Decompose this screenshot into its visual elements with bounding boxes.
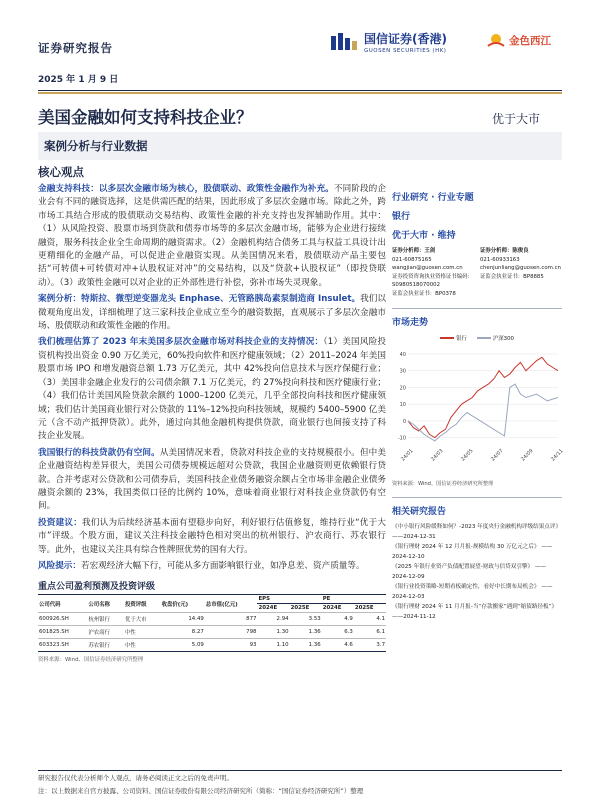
analyst-cert-short: 证监会执业证书：BP0378: [392, 290, 456, 297]
x-tick-label: 24/09: [520, 448, 535, 463]
header-rule: [38, 90, 562, 91]
col-eps-2024: 2024E: [257, 604, 289, 613]
cell-name: 沪农商行: [87, 626, 124, 639]
cell-eps25: 3.53: [290, 613, 322, 626]
analysts: [392, 247, 562, 298]
paragraph-case-study: [38, 293, 386, 333]
chart-legend: [392, 334, 562, 342]
analyst-email[interactable]: chenjunliang@guosen.com.cn: [480, 265, 561, 271]
sidebar-rule: [392, 308, 562, 309]
cell-mcap: 93: [205, 639, 258, 652]
x-tick-label: 24/03: [430, 448, 445, 463]
y-tick-label: 10: [399, 402, 406, 409]
report-type: 证券研究报告: [38, 41, 113, 55]
cell-code: 600926.SH: [38, 613, 87, 626]
partner-logo-text: 金色西江: [509, 34, 551, 47]
footer-note: 注：以上数据来自官方披露、公司资料、国信证券股份有限公司经济研究所（简称：“国信证券经济研究所”）整理: [38, 787, 364, 795]
analyst-phone: 021-60933163: [480, 256, 520, 263]
analyst-name: 陈俊良: [512, 248, 529, 254]
lead-text: 我国银行的科技贷款仍有空间。: [38, 447, 160, 458]
legend-item-bank: [440, 334, 467, 342]
cell-pe24: 4.6: [322, 639, 354, 652]
paragraph-finance-support: [38, 183, 386, 290]
header-accent-rule: [38, 92, 562, 94]
cell-eps25: 1.36: [290, 639, 322, 652]
lead-text: 投资建议：: [38, 517, 83, 528]
series-line-0: [408, 357, 558, 437]
body-text: （1）美国风险投资机构投出资金 0.90 万亿美元，60%投向软件和医疗健康领域；（2）2011–2024 年美国股票市场 IPO 和增发融资总额 1.73 万亿美元，其中 42%投向信息技术与医疗保健行业；（3）美国非金融企业发行的公司债余额 7.1 万亿美元，约 27%投向科技和医疗健康行业；（4）我们估计美国风险贷款余额约 1000–1200 亿美元，几乎全部投向科技和医疗健康领域；我们估计美国商业银行对公贷款的 11%–12%投向科技领域，规模约 5400–5900 亿美元（含不动产抵押贷款）。此外，通过向其他金融机构提供贷款，商业银行也间接支持了科技企业发展。: [38, 337, 386, 442]
cell-pe25: 3.7: [354, 639, 386, 652]
lead-text: 金融支持科技：以多层次金融市场为核心，股债联动、政策性金融作为补充。: [38, 184, 334, 194]
footer-rule: [38, 770, 562, 771]
cell-rating: 中性: [124, 626, 161, 639]
cell-eps24: 1.10: [257, 639, 289, 652]
related-item[interactable]: 《银行理财 2024 年 12 月月报-规模结构 30 万亿元之后》 ——2024-12-10: [392, 544, 553, 560]
col-name: 公司名称: [87, 595, 124, 613]
x-tick-label: 24/05: [460, 448, 475, 463]
chart-source: 资料来源：Wind、国信证券经济研究所整理: [392, 481, 494, 487]
analyst-role: 证券分析师：: [480, 248, 513, 254]
broker-logo-icon: [330, 32, 358, 52]
table-row: [38, 639, 386, 652]
rating-badge: 优于大市: [492, 112, 541, 126]
body-text: 若宏观经济大幅下行，可能从多方面影响银行业，如净息差、资产质量等。: [80, 560, 365, 571]
col-mcap: 总市值(亿元): [205, 595, 258, 613]
sidebar-rule: [392, 497, 562, 498]
forecast-table: [38, 594, 386, 652]
x-tick-label: 24/11: [550, 448, 565, 463]
market-trend-chart: [392, 344, 565, 474]
cell-pe25: 4.1: [354, 613, 386, 626]
sidebar-category: 行业研究 · 行业专题: [392, 193, 474, 203]
main-content: [38, 164, 386, 663]
paragraph-investment: [38, 517, 386, 557]
series-line-1: [408, 384, 558, 441]
body-text: 不同阶段的企业会有不同的融资选择，这是供需匹配的结果，因此形成了多层次金融市场。除此之外，跨市场工具结合形成的股债联动交易结构、政策性金融的补充支持也发挥辅助作用。其中：（1）从风险投资、股票市场到贷款和债券市场等的多层次金融市场，能够为企业进行接续融资，服务科技企业全生命周期的融资需求。（2）金融机构结合债务工具与权益工具设计出更精细化的金融产品，可以促进企业融资实现。从美国情况来看，股债联动产品主要包括“可转债+可转债对冲+认股权证对冲”的交易结构，以及“贷款+认股权证”（即投贷联动）。（3）政策性金融可以对企业的正外部性进行补偿，弥补市场失灵现象。: [38, 184, 386, 288]
body-text: 我们以微观角度出发，详细梳理了这三家科技企业成立至今的融资数据，直观展示了多层次金融市场、股债联动和政策性金融的作用。: [38, 294, 386, 332]
cell-eps25: 1.36: [290, 626, 322, 639]
col-pe-2024: 2024E: [322, 604, 354, 613]
cell-rating: 优于大市: [124, 613, 161, 626]
chart-heading: 市场走势: [392, 318, 429, 328]
analyst-cert-short: 证监会执业证书：BP8885: [480, 273, 544, 280]
legend-swatch-csi300: [477, 337, 491, 339]
related-heading: 相关研究报告: [392, 507, 447, 517]
cell-mcap: 798: [205, 626, 258, 639]
table-title: 重点公司盈利预测及投资评级: [38, 582, 156, 593]
cell-price: 14.49: [161, 613, 205, 626]
related-item[interactable]: 《银行理财 2024 年 11 月月报-当“存款搬家”遇到“缩债路径板”》 ——2024-11-12: [392, 604, 558, 620]
cell-eps24: 2.94: [257, 613, 289, 626]
y-tick-label: 40: [399, 352, 406, 358]
sidebar-rating: 优于大市 · 维持: [392, 231, 456, 241]
analyst-1: [392, 247, 474, 298]
analyst-cert-label: 证券投资咨询执业资格证书编码：: [392, 273, 473, 280]
partner-logo: [486, 30, 551, 50]
lead-text: 我们梳理估算了 2023 年末美国多层次金融市场对科技企业的支持情况：: [38, 337, 324, 348]
lead-text: 风险提示：: [38, 560, 81, 571]
col-code: 公司代码: [38, 595, 87, 613]
cell-eps24: 1.30: [257, 626, 289, 639]
body-text: 从美国情况来看，贷款对科技企业的支持规模很小。但中美企业融资结构差异很大，美国公司债券规模远超对公贷款，我国企业融资则更依赖银行贷款。合并考虑对公贷款和公司债券后，美国科技企业债务融资余额占全市场非金融企业债务融资余额的 23%，我国类似口径的比例约 10%，意味着商业银行对科技企业贷款仍有空间。: [38, 447, 386, 512]
broker-logo-text: 国信证券(香港): [364, 32, 447, 46]
col-eps: EPS: [257, 595, 321, 604]
cell-rating: 中性: [124, 639, 161, 652]
analyst-name: 王剑: [424, 248, 436, 254]
sidebar-sector: 银行: [392, 212, 411, 222]
col-eps-2025: 2025E: [290, 604, 322, 613]
related-item[interactable]: 《银行业投资策略-短期看板确定性，看好中长期布局机会》 ——2024-12-03: [392, 584, 553, 600]
core-heading: 核心观点: [38, 165, 84, 179]
report-date: 2025 年 1 月 9 日: [38, 75, 119, 85]
page-subtitle: 案例分析与行业数据: [44, 139, 148, 153]
broker-logo: [330, 30, 447, 54]
analyst-email[interactable]: wangjian@guosen.com.cn: [392, 265, 463, 271]
footer-disclaimer: 研究报告仅代表分析师个人观点，请务必阅读正文之后的免责声明。: [38, 774, 233, 782]
related-item[interactable]: 《2025 年银行业资产负债配置展望-财政与信贷双引擎》 ——2024-12-09: [392, 564, 547, 580]
analyst-2: [480, 247, 562, 298]
page-title: 美国金融如何支持科技企业？: [38, 108, 253, 127]
col-rating: 投资评级: [124, 595, 161, 613]
cell-name: 杭州银行: [87, 613, 124, 626]
col-pe: PE: [322, 595, 386, 604]
related-item[interactable]: 《中小银行风险缓释如何？-2023 年度央行金融机构评级结果点评》 ——2024-12-31: [392, 524, 562, 540]
analyst-role: 证券分析师：: [392, 248, 425, 254]
legend-label: 银行: [456, 336, 467, 342]
table-row: [38, 626, 386, 639]
cell-mcap: 877: [205, 613, 258, 626]
cell-code: 603323.SH: [38, 639, 87, 652]
lead-text: 案例分析：特斯拉、微型逆变器龙头 Enphase、无管路胰岛素泵制造商 Insulet。: [38, 294, 361, 305]
cell-code: 601825.SH: [38, 626, 87, 639]
paragraph-risk: [38, 560, 386, 573]
cell-name: 苏农银行: [87, 639, 124, 652]
table-row: [38, 613, 386, 626]
legend-item-csi300: [477, 334, 514, 342]
col-price: 收盘价(元): [161, 595, 205, 613]
cell-price: 5.09: [161, 639, 205, 652]
body-text: 我们认为后续经济基本面有望稳步向好，利好银行估值修复，维持行业“优于大市”评级。个股方面，建议关注科技金融特色相对突出的杭州银行、沪农商行、苏农银行等。此外，也建议关注具有综合性牌照优势的国有大行。: [38, 517, 386, 555]
legend-label: 沪深300: [492, 336, 514, 342]
y-tick-label: 30: [399, 368, 406, 375]
x-tick-label: 24/07: [490, 448, 505, 463]
sidebar: [392, 190, 565, 623]
y-tick-label: -10: [397, 435, 406, 442]
paragraph-estimates: [38, 336, 386, 443]
col-pe-2025: 2025E: [354, 604, 386, 613]
paragraph-china-loans: [38, 447, 386, 514]
y-tick-label: 0: [402, 418, 406, 425]
y-tick-label: 20: [399, 385, 406, 392]
table-source: 资料来源：Wind、国信证券经济研究所整理: [38, 657, 144, 664]
analyst-cert: S0980518070002: [392, 282, 441, 288]
analyst-phone: 021-60875165: [392, 256, 432, 263]
partner-logo-icon: [486, 30, 506, 50]
cell-pe24: 6.3: [322, 626, 354, 639]
legend-swatch-bank: [440, 337, 454, 339]
cell-price: 8.27: [161, 626, 205, 639]
x-tick-label: 24/01: [400, 448, 415, 463]
cell-pe25: 6.1: [354, 626, 386, 639]
related-list: [392, 523, 562, 622]
broker-logo-en: GUOSEN SECURITIES (HK): [364, 48, 447, 54]
cell-pe24: 4.9: [322, 613, 354, 626]
